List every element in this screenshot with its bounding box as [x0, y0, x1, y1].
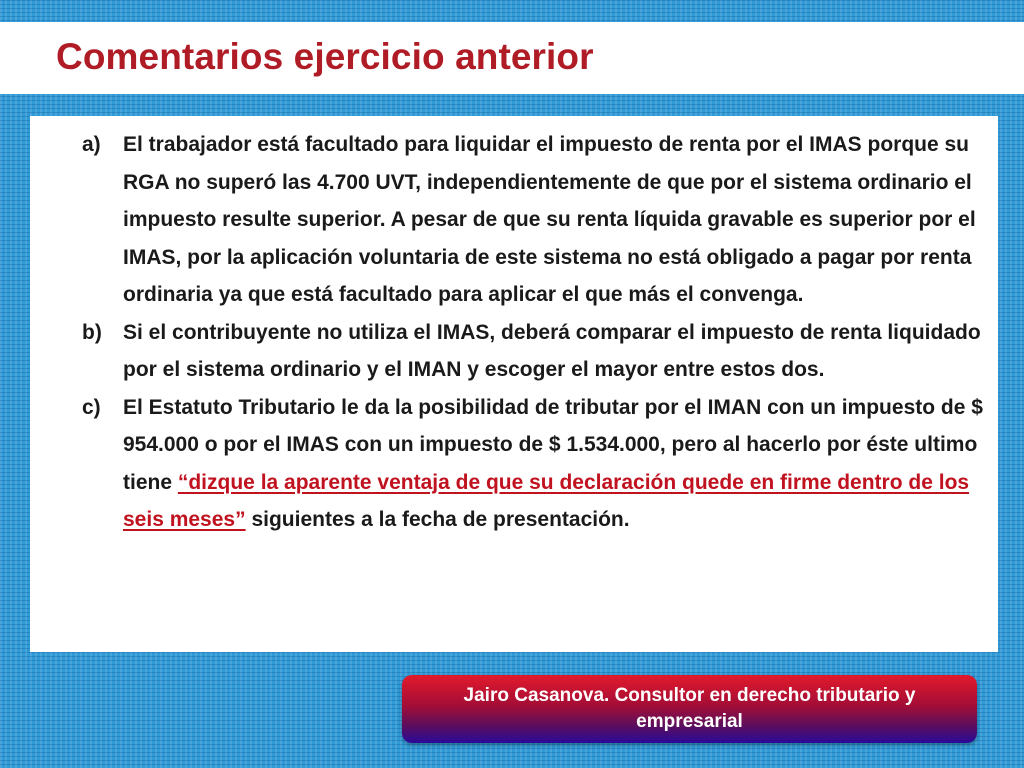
highlighted-quote: “dizque la aparente ventaja de que su declaración quede en firme dentro de los seis meses” [123, 470, 970, 531]
list-item-a [82, 126, 988, 314]
author-credit: Jairo Casanova. Consultor en derecho tributario y empresarial [463, 685, 916, 732]
list-marker-a: a) [82, 133, 101, 156]
list-text-c-after: siguientes a la fecha de presentación. [245, 508, 630, 531]
content-box [30, 116, 998, 652]
slide-title: Comentarios ejercicio anterior [56, 36, 594, 77]
list-item-b [82, 314, 988, 389]
bullet-list [82, 126, 988, 539]
list-text-a: El trabajador está facultado para liquidar el impuesto de renta por el IMAS porque su RGA no superó las 4.700 UVT, independientemente de que por el sistema ordinario el impuesto resulte superior. A pesar de que su renta líquida gravable es superior por el IMAS, por la aplicación voluntaria de este sistema no está obligado a pagar por renta ordinaria ya que está facultado para aplicar el que más el convenga. [123, 133, 976, 306]
list-marker-c: c) [82, 395, 101, 419]
title-bar [0, 22, 1024, 94]
list-text-c-before: El Estatuto Tributario le da la posibilidad de tributar por el IMAN con un impuesto de $ 954.000 o por el IMAS con un impuesto de $ 1.534.000, pero al hacerlo por éste ultimo tiene [123, 395, 983, 494]
list-marker-b: b) [82, 320, 102, 344]
author-badge [402, 675, 977, 743]
list-text-b: Si el contribuyente no utiliza el IMAS, deberá comparar el impuesto de renta liquidado por el sistema ordinario y el IMAN y escoger el mayor entre estos dos. [123, 320, 981, 381]
list-item-c [82, 389, 988, 539]
